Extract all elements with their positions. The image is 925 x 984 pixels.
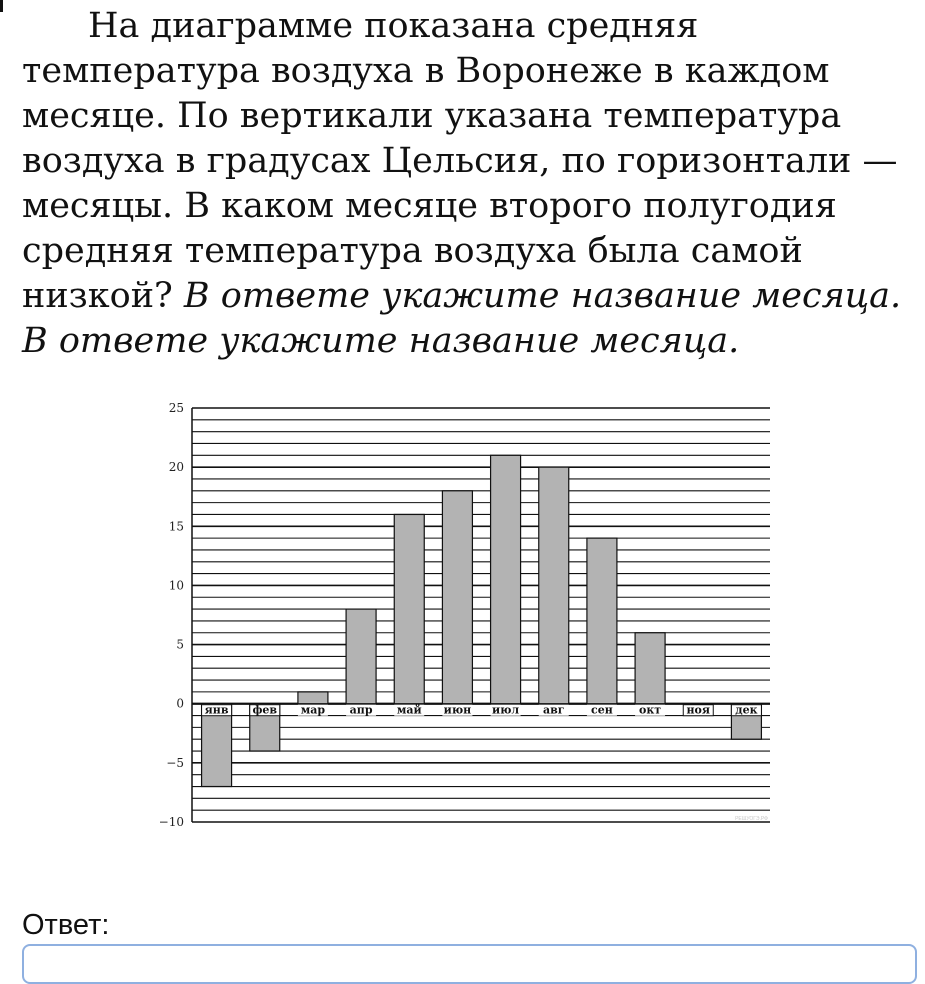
y-tick-label: 0 — [176, 696, 184, 711]
x-tick-label: май — [396, 703, 422, 717]
x-label — [298, 704, 328, 717]
y-tick-label: −10 — [158, 815, 184, 828]
bar — [346, 609, 376, 704]
temperature-chart — [150, 398, 790, 828]
x-tick-label: дек — [735, 703, 758, 717]
x-tick-label: июл — [491, 703, 520, 717]
y-tick-label: 20 — [168, 460, 184, 475]
x-label — [202, 704, 232, 717]
problem-statement: На диаграмме показана средняя температура воздуха в Воронеже в каждом месяце. По вертикали указана температура воздуха в градусах Цельсия, по горизонтали — месяцы. В каком месяце второго полугодия средняя температура воздуха была самой низкой? — [22, 6, 898, 316]
bar — [394, 514, 424, 703]
problem-text — [22, 4, 917, 364]
bar — [539, 467, 569, 704]
y-tick-label: 5 — [176, 637, 184, 652]
x-tick-label: сен — [591, 703, 613, 717]
x-label — [491, 704, 521, 717]
bar — [298, 692, 328, 704]
chart-watermark: РЕШУОГЭ.РФ — [735, 816, 768, 822]
y-tick-label: 25 — [168, 401, 184, 415]
answer-input[interactable] — [22, 944, 917, 984]
x-tick-label: мар — [300, 703, 326, 717]
x-tick-label: янв — [204, 703, 229, 717]
y-tick-label: −5 — [166, 755, 184, 770]
y-tick-label: 15 — [168, 519, 184, 534]
x-label — [250, 704, 280, 717]
y-tick-label: 10 — [168, 578, 184, 593]
bar — [491, 455, 521, 703]
x-label — [635, 704, 665, 717]
x-tick-label: июн — [443, 703, 472, 717]
answer-label: Ответ: — [22, 909, 110, 941]
x-tick-label: авг — [542, 703, 565, 717]
chart-x-labels — [202, 704, 762, 717]
x-label — [731, 704, 761, 717]
x-tick-label: фев — [252, 703, 278, 717]
x-tick-label: ноя — [686, 703, 711, 717]
x-label — [587, 704, 617, 717]
x-label — [346, 704, 376, 717]
bar — [635, 633, 665, 704]
bar — [587, 538, 617, 704]
x-label — [539, 704, 569, 717]
x-tick-label: апр — [349, 703, 373, 717]
bar — [442, 491, 472, 704]
x-label — [394, 704, 424, 717]
x-tick-label: окт — [639, 703, 662, 717]
chart-grid — [192, 408, 770, 822]
problem-instruction: В ответе укажите название месяца. В ответе укажите название месяца. — [22, 276, 902, 361]
page-edge-mark — [0, 0, 3, 12]
x-label — [683, 704, 713, 717]
x-label — [442, 704, 472, 717]
chart-y-ticks — [159, 401, 184, 828]
